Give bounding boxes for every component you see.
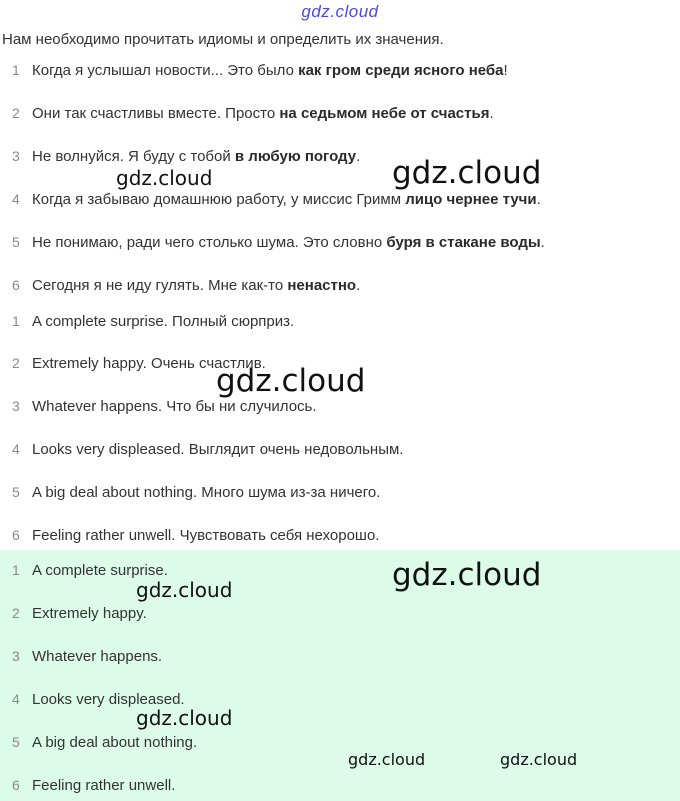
idiom: как гром среди ясного неба — [298, 61, 504, 79]
item-number: 6 — [12, 777, 20, 793]
item-number: 3 — [12, 648, 20, 664]
sentence-end: . — [356, 276, 361, 294]
item-number: 2 — [12, 355, 20, 371]
item-number: 1 — [12, 313, 20, 329]
answer-text: A big deal about nothing. — [32, 733, 198, 751]
item-number: 3 — [12, 148, 20, 164]
idiom: буря в стакане воды — [386, 233, 541, 251]
answer-text: A complete surprise. — [32, 561, 168, 579]
meaning-text: Extremely happy. Очень счастлив. — [32, 354, 266, 372]
meaning-text: Feeling rather unwell. Чувствовать себя нехорошо. — [32, 526, 380, 544]
item-number: 2 — [12, 105, 20, 121]
idiom: в любую погоду — [234, 147, 357, 165]
item-number: 3 — [12, 398, 20, 414]
meaning-text: A big deal about nothing. Много шума из-за ничего. — [32, 483, 381, 501]
site-logo[interactable]: gdz.cloud — [301, 2, 379, 21]
item-number: 2 — [12, 605, 20, 621]
idiom: ненастно — [287, 276, 357, 294]
meaning-text: Whatever happens. Что бы ни случилось. — [32, 397, 317, 415]
sentence-text: Не волнуйся. Я буду с тобой — [32, 147, 235, 165]
sentence-text: Когда я забываю домашнюю работу, у миссис Гримм — [32, 190, 406, 208]
meaning-text: Looks very displeased. Выглядит очень недовольным. — [32, 440, 404, 458]
item-number: 6 — [12, 277, 20, 293]
meaning-text: A complete surprise. Полный сюрприз. — [32, 312, 295, 330]
watermark: gdz.cloud — [136, 706, 233, 730]
watermark: gdz.cloud — [392, 155, 542, 191]
answer-text: Extremely happy. — [32, 604, 147, 622]
watermark: gdz.cloud — [216, 363, 366, 399]
watermark: gdz.cloud — [348, 750, 426, 769]
item-number: 6 — [12, 527, 20, 543]
item-number: 5 — [12, 734, 20, 750]
sentence-text: Они так счастливы вместе. Просто — [32, 104, 280, 122]
item-number: 4 — [12, 191, 20, 207]
item-number: 1 — [12, 562, 20, 578]
sentence-end: . — [489, 104, 494, 122]
item-number: 5 — [12, 484, 20, 500]
sentence-text: Когда я услышал новости... Это было — [32, 61, 299, 79]
answer-text: Whatever happens. — [32, 647, 163, 665]
sentence-end: . — [356, 147, 361, 165]
watermark: gdz.cloud — [136, 578, 233, 602]
answer-section — [0, 550, 680, 801]
watermark: gdz.cloud — [500, 750, 578, 769]
task-instruction: Нам необходимо прочитать идиомы и определить их значения. — [2, 31, 444, 48]
answer-text: Feeling rather unwell. — [32, 776, 176, 794]
item-number: 5 — [12, 234, 20, 250]
sentence-end: . — [536, 190, 541, 208]
sentence-end: ! — [503, 61, 508, 79]
sentence-end: . — [540, 233, 545, 251]
idiom: на седьмом небе от счастья — [279, 104, 490, 122]
sentence-text: Не понимаю, ради чего столько шума. Это словно — [32, 233, 387, 251]
watermark: gdz.cloud — [392, 557, 542, 593]
watermark: gdz.cloud — [116, 166, 213, 190]
item-number: 4 — [12, 691, 20, 707]
item-number: 4 — [12, 441, 20, 457]
item-number: 1 — [12, 62, 20, 78]
sentence-text: Сегодня я не иду гулять. Мне как-то — [32, 276, 288, 294]
answer-text: Looks very displeased. — [32, 690, 185, 708]
idiom: лицо чернее тучи — [405, 190, 537, 208]
